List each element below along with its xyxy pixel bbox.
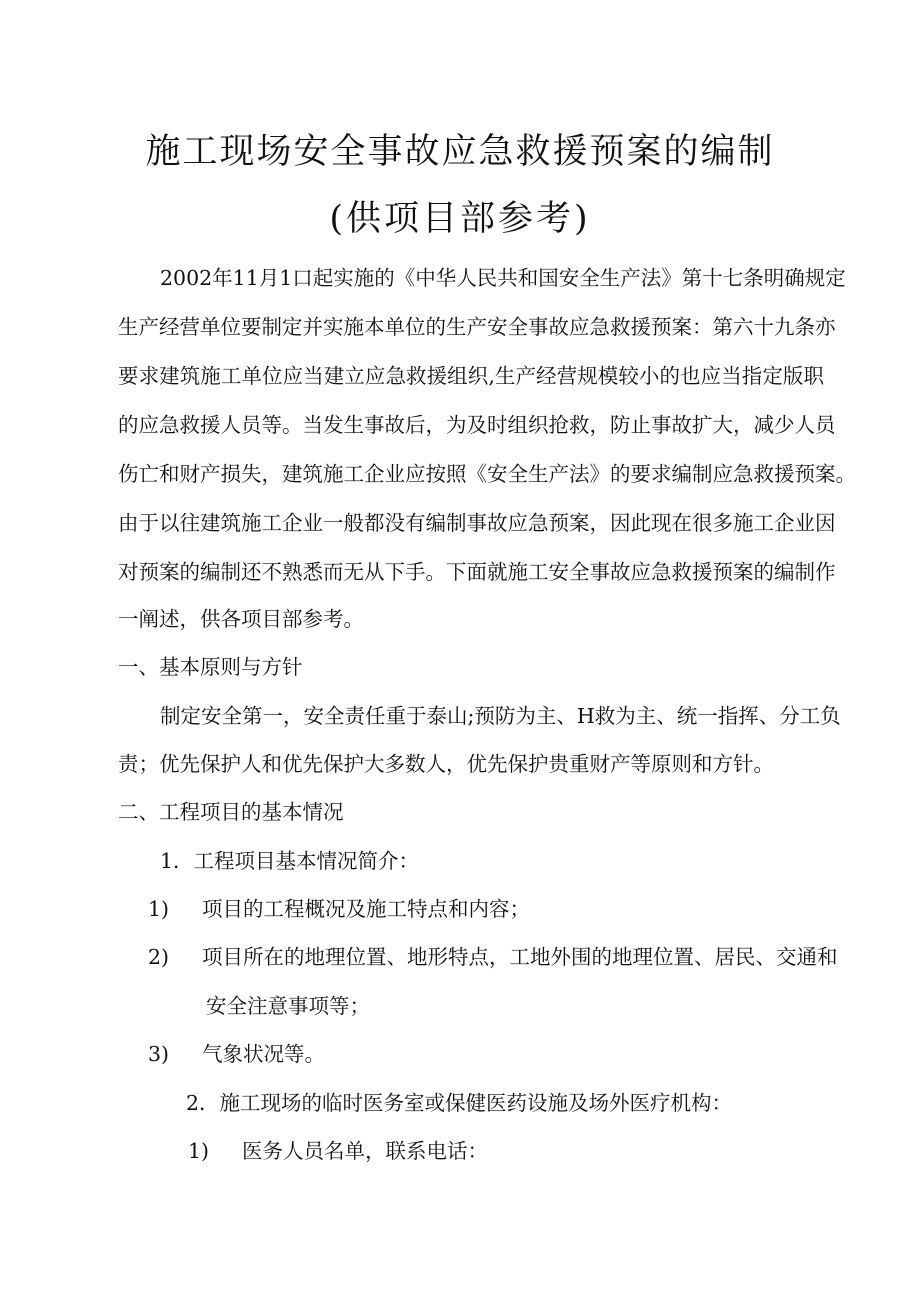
section-1-heading: 一、基本原则与方针: [118, 655, 303, 679]
list-number: 3): [148, 1042, 170, 1066]
section-1-line-1: 制定安全第一，安全责任重于泰山;预防为主、H救为主、统一指挥、分工负: [160, 704, 841, 728]
section-2-heading: 二、工程项目的基本情况: [118, 800, 344, 824]
document-subtitle: (供项目部参考): [329, 199, 591, 239]
intro-line-7: 对预案的编制还不熟悉而无从下手。下面就施工安全事故应急救援预案的编制作: [118, 560, 836, 584]
list-item-continuation: 安全注意事项等；: [206, 994, 370, 1018]
list-item-text: 项目的工程概况及施工特点和内容；: [202, 897, 530, 921]
list-number: 1): [188, 1139, 210, 1163]
intro-line-4: 的应急救援人员等。当发生事故后，为及时组织抢救，防止事故扩大，减少人员: [118, 413, 836, 437]
intro-line-6: 由于以往建筑施工企业一般都没有编制事故应急预案，因此现在很多施工企业因: [118, 511, 836, 535]
section-2-2-heading: 2．施工现场的临时医务室或保健医药设施及场外医疗机构：: [186, 1091, 733, 1115]
list-item-text: 医务人员名单，联系电话：: [242, 1139, 488, 1163]
intro-line-5: 伤亡和财产损失，建筑施工企业应按照《安全生产法》的要求编制应急救援预案。: [118, 462, 856, 486]
section-1-line-2: 责；优先保护人和优先保护大多数人，优先保护贵重财产等原则和方针。: [118, 752, 774, 776]
list-item-text: 项目所在的地理位置、地形特点，工地外围的地理位置、居民、交通和: [202, 945, 838, 969]
intro-line-8: 一阐述，供各项目部参考。: [118, 607, 364, 631]
document-title: 施工现场安全事故应急救援预案的编制: [145, 132, 775, 172]
intro-line-3: 要求建筑施工单位应当建立应急救援组织,生产经营规模较小的也应当指定版职: [118, 364, 824, 388]
intro-line-1: 2002年11月1口起实施的《中华人民共和国安全生产法》第十七条明确规定: [160, 266, 846, 290]
list-item-text: 气象状况等。: [202, 1042, 325, 1066]
list-number: 1): [148, 897, 170, 921]
intro-line-2: 生产经营单位要制定并实施本单位的生产安全事故应急救援预案：第六十九条亦: [118, 315, 836, 339]
section-2-1-heading: 1．工程项目基本情况简介：: [160, 849, 420, 873]
list-number: 2): [148, 945, 170, 969]
